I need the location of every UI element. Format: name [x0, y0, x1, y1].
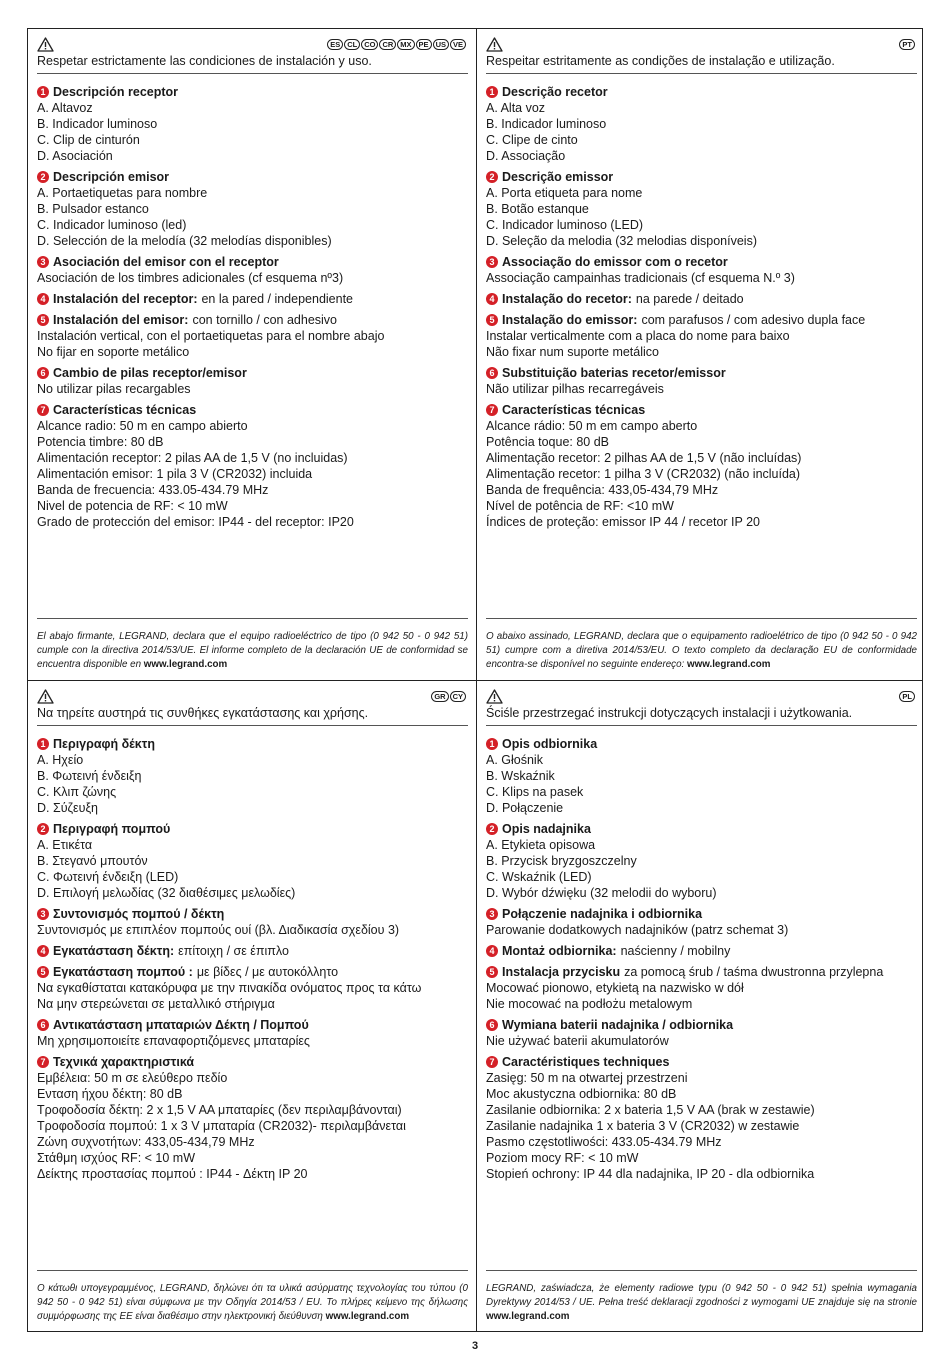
block-heading — [486, 84, 917, 100]
step-number-badge: 1 — [486, 86, 498, 98]
block-heading — [37, 736, 468, 752]
block-title: Cambio de pilas receptor/emisor — [53, 366, 247, 380]
instruction-block — [486, 1017, 917, 1049]
block-line: A. Altavoz — [37, 101, 93, 115]
step-number-badge: 4 — [37, 293, 49, 305]
block-heading — [486, 254, 917, 270]
block-title: Características técnicas — [53, 403, 197, 417]
step-number-badge: 7 — [486, 404, 498, 416]
instruction-block — [486, 169, 917, 249]
website-link[interactable]: www.legrand.com — [143, 659, 228, 670]
block-title-detail: επίτοιχη / σε έπιπλο — [178, 944, 289, 958]
warning-icon — [37, 689, 54, 704]
block-title: Características técnicas — [502, 403, 646, 417]
block-line: Μη χρησιμοποιείτε επαναφορτιζόμενες μπαταρίες — [37, 1034, 310, 1048]
step-number-badge: 7 — [37, 1056, 49, 1068]
block-heading — [486, 1017, 917, 1033]
block-line: C. Clipe de cinto — [486, 133, 578, 147]
block-line: Nie mocować na podłożu metalowym — [486, 997, 693, 1011]
step-number-badge: 3 — [37, 256, 49, 268]
block-title: Opis nadajnika — [502, 822, 591, 836]
country-badge: PL — [899, 691, 915, 702]
instruction-block — [486, 943, 917, 959]
block-heading — [486, 402, 917, 418]
warning-icon — [37, 37, 54, 52]
section-header — [37, 689, 468, 705]
block-title: Asociación del emisor con el receptor — [53, 255, 279, 269]
website-link[interactable]: www.legrand.com — [486, 1311, 570, 1322]
block-line: Zasięg: 50 m na otwartej przestrzeni — [486, 1071, 688, 1085]
declaration-text: O abaixo assinado, LEGRAND, declara que o equipamento radioelétrico de tipo (0 942 50 - 0 942 51) cumpre com a diretiva 2014/53/EU. O texto completo da declaração EU de conformidade encontra-se disponível no seguinte endereço: — [486, 631, 917, 670]
block-title: Substituição baterias recetor/emissor — [502, 366, 726, 380]
step-number-badge: 6 — [37, 367, 49, 379]
block-line: Τροφοδοσία πομπού: 1 x 3 V μπαταρία (CR2032)- περιλαμβάνεται — [37, 1119, 406, 1133]
block-title: Instalação do recetor: — [502, 292, 632, 306]
block-line: Grado de protección del emisor: IP44 - del receptor: IP20 — [37, 515, 354, 529]
block-line: D. Połączenie — [486, 801, 564, 815]
block-line: Ζώνη συχνοτήτων: 433,05-434,79 MHz — [37, 1135, 255, 1149]
step-number-badge: 3 — [486, 908, 498, 920]
block-title: Połączenie nadajnika i odbiornika — [502, 907, 703, 921]
block-line: D. Asociación — [37, 149, 113, 163]
instruction-block — [486, 291, 917, 307]
instruction-block — [486, 1054, 917, 1182]
step-number-badge: 5 — [486, 966, 498, 978]
step-number-badge: 7 — [486, 1056, 498, 1068]
block-line: A. Głośnik — [486, 753, 543, 767]
conformity-declaration — [486, 618, 917, 672]
block-title-detail: con tornillo / con adhesivo — [192, 313, 337, 327]
step-number-badge: 7 — [37, 404, 49, 416]
safety-notice: Respetar estrictamente las condiciones de instalación y uso. — [37, 54, 372, 68]
safety-notice: Ściśle przestrzegać instrukcji dotyczących instalacji i użytkowania. — [486, 706, 853, 720]
warning-icon — [486, 689, 503, 704]
country-badge: CO — [361, 39, 378, 50]
block-title-detail: naścienny / mobilny — [620, 944, 731, 958]
step-number-badge: 2 — [37, 823, 49, 835]
block-line: Stopień ochrony: IP 44 dla nadajnika, IP 20 - dla odbiornika — [486, 1167, 815, 1181]
step-number-badge: 1 — [37, 738, 49, 750]
block-heading — [37, 365, 468, 381]
block-line: D. Seleção da melodia (32 melodias disponíveis) — [486, 234, 757, 248]
step-number-badge: 4 — [486, 945, 498, 957]
block-line: No fijar en soporte metálico — [37, 345, 190, 359]
block-line: C. Φωτεινή ένδειξη (LED) — [37, 870, 179, 884]
block-line: D. Wybór dźwięku (32 melodii do wyboru) — [486, 886, 717, 900]
step-number-badge: 2 — [37, 171, 49, 183]
block-line: Potência toque: 80 dB — [486, 435, 610, 449]
block-line: Não utilizar pilhas recarregáveis — [486, 382, 664, 396]
block-heading — [486, 169, 917, 185]
conformity-declaration — [486, 1270, 917, 1324]
block-title: Περιγραφή πομπού — [53, 822, 171, 836]
block-line: Zasilanie nadajnika 1 x bateria 3 V (CR2032) w zestawie — [486, 1119, 800, 1133]
block-title: Συντονισμός πομπού / δέκτη — [53, 907, 225, 921]
block-heading — [37, 821, 468, 837]
instruction-block — [37, 1054, 468, 1182]
block-line: Εμβέλεια: 50 m σε ελεύθερο πεδίο — [37, 1071, 228, 1085]
block-heading — [37, 312, 468, 328]
block-heading — [486, 906, 917, 922]
block-line: Banda de frecuencia: 433.05-434.79 MHz — [37, 483, 269, 497]
block-title: Instalacja przycisku — [502, 965, 621, 979]
block-line: C. Indicador luminoso (LED) — [486, 218, 644, 232]
declaration-text: El abajo firmante, LEGRAND, declara que el equipo radioeléctrico de tipo (0 942 50 - 0 942 51) cumple con la directiva 2014/53/UE. El informe completo de la declaración UE de conformidad se encuentra disponible en — [37, 631, 468, 670]
block-line: D. Σύζευξη — [37, 801, 99, 815]
conformity-declaration — [37, 1270, 468, 1324]
block-line: A. Etykieta opisowa — [486, 838, 596, 852]
block-line: Banda de frequência: 433,05-434,79 MHz — [486, 483, 719, 497]
language-section — [477, 29, 925, 680]
step-number-badge: 4 — [486, 293, 498, 305]
block-line: Nivel de potencia de RF: < 10 mW — [37, 499, 228, 513]
block-line: B. Przycisk bryzgoszczelny — [486, 854, 637, 868]
step-number-badge: 6 — [486, 1019, 498, 1031]
block-title: Instalación del emisor: — [53, 313, 189, 327]
language-section — [28, 29, 476, 680]
block-line: A. Alta voz — [486, 101, 546, 115]
block-line: Mocować pionowo, etykietą na nazwisko w dół — [486, 981, 744, 995]
country-badges — [431, 691, 466, 702]
block-title: Descrição emissor — [502, 170, 614, 184]
block-line: A. Porta etiqueta para nome — [486, 186, 643, 200]
section-header — [486, 37, 917, 53]
conformity-declaration — [37, 618, 468, 672]
block-line: Alimentação recetor: 1 pilha 3 V (CR2032) (não incluída) — [486, 467, 801, 481]
page-number: 3 — [471, 1340, 479, 1352]
block-heading — [486, 821, 917, 837]
block-line: B. Botão estanque — [486, 202, 589, 216]
block-title-detail: na parede / deitado — [635, 292, 744, 306]
block-heading — [486, 943, 917, 959]
block-line: Να εγκαθίσταται κατακόρυφα με την πινακίδα ονόματος προς τα κάτω — [37, 981, 422, 995]
block-line: B. Pulsador estanco — [37, 202, 149, 216]
block-title: Montaż odbiornika: — [502, 944, 617, 958]
instruction-block — [486, 906, 917, 938]
block-heading — [486, 964, 917, 980]
instruction-block — [37, 254, 468, 286]
country-badge: CL — [344, 39, 360, 50]
instruction-block — [486, 254, 917, 286]
block-heading — [37, 402, 468, 418]
declaration-text: Ο κάτωθι υπογεγραμμένος, LEGRAND, δηλώνει ότι τα υλικά ασύρματης τεχνολογίας του τύπου (0 942 50 - 0 942 51) είναι σύμφωνα με την Οδηγία 2014/53 / EU. Το πλήρες κείμενο της δήλωσης συμμόρφωσης της ΕΕ είναι διαθέσιμο στην ηλεκτρονική διεύθυνση — [37, 1283, 468, 1322]
block-heading — [486, 312, 917, 328]
country-badge: GR — [431, 691, 448, 702]
country-badges — [899, 39, 915, 50]
instruction-block — [37, 906, 468, 938]
block-line: Alimentação recetor: 2 pilhas AA de 1,5 V (não incluídas) — [486, 451, 802, 465]
block-line: Associação campainhas tradicionais (cf esquema N.º 3) — [486, 271, 795, 285]
block-line: Ενταση ήχου δέκτη: 80 dB — [37, 1087, 183, 1101]
block-heading — [486, 736, 917, 752]
block-line: A. Ετικέτα — [37, 838, 93, 852]
block-title: Εγκατάσταση δέκτη: — [53, 944, 175, 958]
instruction-block — [37, 84, 468, 164]
country-badge: VE — [450, 39, 466, 50]
block-line: Instalación vertical, con el portaetiquetas para el nombre abajo — [37, 329, 385, 343]
section-rule — [37, 725, 468, 726]
instruction-block — [486, 736, 917, 816]
instruction-block — [486, 312, 917, 360]
block-line: Nível de potência de RF: <10 mW — [486, 499, 674, 513]
section-rule — [37, 73, 468, 74]
block-line: D. Επιλογή μελωδίας (32 διαθέσιμες μελωδίες) — [37, 886, 296, 900]
block-heading — [486, 365, 917, 381]
block-title: Associação do emissor com o recetor — [502, 255, 728, 269]
block-line: A. Ηχείο — [37, 753, 84, 767]
country-badge: MX — [397, 39, 414, 50]
step-number-badge: 6 — [37, 1019, 49, 1031]
block-title-detail: με βίδες / με αυτοκόλλητο — [196, 965, 339, 979]
block-title: Caractéristiques techniques — [502, 1055, 670, 1069]
block-line: A. Portaetiquetas para nombre — [37, 186, 208, 200]
block-title: Περιγραφή δέκτη — [53, 737, 155, 751]
step-number-badge: 3 — [37, 908, 49, 920]
block-line: Zasilanie odbiornika: 2 x bateria 1,5 V AA (brak w zestawie) — [486, 1103, 815, 1117]
block-title: Αντικατάσταση μπαταριών Δέκτη / Πομπού — [53, 1018, 309, 1032]
block-line: C. Indicador luminoso (led) — [37, 218, 187, 232]
block-line: Parowanie dodatkowych nadajników (patrz schemat 3) — [486, 923, 789, 937]
website-link[interactable]: www.legrand.com — [686, 659, 771, 670]
block-line: Δείκτης προστασίας πομπού : IP44 - Δέκτη IP 20 — [37, 1167, 308, 1181]
block-heading — [37, 169, 468, 185]
block-line: B. Indicador luminoso — [486, 117, 607, 131]
website-link[interactable]: www.legrand.com — [325, 1311, 410, 1322]
block-line: Instalar verticalmente com a placa do nome para baixo — [486, 329, 790, 343]
block-title-detail: en la pared / independiente — [201, 292, 353, 306]
block-line: Alimentación emisor: 1 pila 3 V (CR2032) incluida — [37, 467, 313, 481]
step-number-badge: 4 — [37, 945, 49, 957]
block-line: Pasmo częstotliwości: 433.05-434.79 MHz — [486, 1135, 722, 1149]
step-number-badge: 5 — [37, 314, 49, 326]
block-line: C. Κλιπ ζώνης — [37, 785, 117, 799]
instruction-block — [486, 365, 917, 397]
block-line: B. Στεγανό μπουτόν — [37, 854, 148, 868]
block-line: Alcance radio: 50 m en campo abierto — [37, 419, 248, 433]
step-number-badge: 5 — [37, 966, 49, 978]
country-badge: CR — [379, 39, 396, 50]
block-line: Nie używać baterii akumulatorów — [486, 1034, 669, 1048]
block-heading — [486, 1054, 917, 1070]
block-line: Alcance rádio: 50 m em campo aberto — [486, 419, 698, 433]
block-line: Potencia timbre: 80 dB — [37, 435, 164, 449]
section-header — [37, 37, 468, 53]
instruction-block — [37, 1017, 468, 1049]
instruction-block — [37, 821, 468, 901]
section-rule — [486, 725, 917, 726]
block-line: No utilizar pilas recargables — [37, 382, 191, 396]
block-title: Τεχνικά χαρακτηριστικά — [53, 1055, 195, 1069]
block-line: Τροφοδοσία δέκτη: 2 x 1,5 V AA μπαταρίες (δεν περιλαμβάνονται) — [37, 1103, 402, 1117]
step-number-badge: 1 — [486, 738, 498, 750]
instruction-block — [486, 84, 917, 164]
block-heading — [37, 1017, 468, 1033]
block-title: Wymiana baterii nadajnika / odbiornika — [502, 1018, 734, 1032]
country-badges — [899, 691, 915, 702]
step-number-badge: 2 — [486, 823, 498, 835]
section-rule — [486, 73, 917, 74]
instruction-block — [37, 169, 468, 249]
block-title-detail: com parafusos / com adesivo dupla face — [641, 313, 866, 327]
block-title: Descripción receptor — [53, 85, 179, 99]
instruction-block — [37, 402, 468, 530]
block-title: Εγκατάσταση πομπού : — [53, 965, 193, 979]
instruction-block — [486, 821, 917, 901]
country-badge: PE — [416, 39, 432, 50]
step-number-badge: 2 — [486, 171, 498, 183]
instruction-block — [37, 964, 468, 1012]
block-heading — [37, 254, 468, 270]
block-line: Índices de proteção: emissor IP 44 / recetor IP 20 — [486, 515, 760, 529]
step-number-badge: 5 — [486, 314, 498, 326]
block-heading — [37, 964, 468, 980]
block-line: Não fixar num suporte metálico — [486, 345, 659, 359]
block-line: Poziom mocy RF: < 10 mW — [486, 1151, 639, 1165]
block-heading — [37, 906, 468, 922]
country-badge: CY — [450, 691, 466, 702]
block-title: Opis odbiornika — [502, 737, 598, 751]
block-line: Alimentación receptor: 2 pilas AA de 1,5 V (no incluidas) — [37, 451, 348, 465]
step-number-badge: 3 — [486, 256, 498, 268]
block-line: Στάθμη ισχύος RF: < 10 mW — [37, 1151, 196, 1165]
declaration-text: LEGRAND, zaświadcza, że elementy radiowe typu (0 942 50 - 0 942 51) spełnia wymagania Dyrektywy 2014/53 / UE. Pełna treść deklaracji zgodności z wymogami UE znajduje się na stronie — [486, 1283, 917, 1308]
block-line: Asociación de los timbres adicionales (cf esquema nº3) — [37, 271, 344, 285]
block-heading — [486, 291, 917, 307]
country-badge: US — [433, 39, 449, 50]
block-heading — [37, 291, 468, 307]
safety-notice: Να τηρείτε αυστηρά τις συνθήκες εγκατάστασης και χρήσης. — [37, 706, 369, 720]
country-badge: ES — [327, 39, 343, 50]
step-number-badge: 1 — [37, 86, 49, 98]
instruction-block — [486, 964, 917, 1012]
instruction-block — [37, 291, 468, 307]
block-line: D. Associação — [486, 149, 566, 163]
instruction-block — [486, 402, 917, 530]
language-section — [477, 681, 925, 1332]
block-heading — [37, 1054, 468, 1070]
section-header — [486, 689, 917, 705]
block-title: Descrição recetor — [502, 85, 608, 99]
block-line: B. Wskaźnik — [486, 769, 555, 783]
block-title: Instalação do emissor: — [502, 313, 638, 327]
block-line: C. Wskaźnik (LED) — [486, 870, 592, 884]
safety-notice: Respeitar estritamente as condições de instalação e utilização. — [486, 54, 835, 68]
block-line: B. Indicador luminoso — [37, 117, 158, 131]
instruction-block — [37, 736, 468, 816]
block-title-detail: za pomocą śrub / taśma dwustronna przylepna — [624, 965, 884, 979]
instruction-block — [37, 943, 468, 959]
block-line: Moc akustyczna odbiornika: 80 dB — [486, 1087, 677, 1101]
country-badges — [327, 39, 466, 50]
block-heading — [37, 943, 468, 959]
block-line: Να μην στερεώνεται σε μεταλλικό στήριγμα — [37, 997, 275, 1011]
block-line: D. Selección de la melodía (32 melodías disponibles) — [37, 234, 332, 248]
block-title: Instalación del receptor: — [53, 292, 198, 306]
block-line: B. Φωτεινή ένδειξη — [37, 769, 142, 783]
block-line: Συντονισμός με επιπλέον πομπούς ουί (βλ. Διαδικασία σχεδίου 3) — [37, 923, 400, 937]
country-badge: PT — [899, 39, 915, 50]
step-number-badge: 6 — [486, 367, 498, 379]
warning-icon — [486, 37, 503, 52]
instruction-block — [37, 312, 468, 360]
instruction-frame — [27, 28, 923, 1332]
block-line: C. Clip de cinturón — [37, 133, 140, 147]
instruction-block — [37, 365, 468, 397]
language-section — [28, 681, 476, 1332]
block-heading — [37, 84, 468, 100]
block-title: Descripción emisor — [53, 170, 170, 184]
block-line: C. Klips na pasek — [486, 785, 584, 799]
